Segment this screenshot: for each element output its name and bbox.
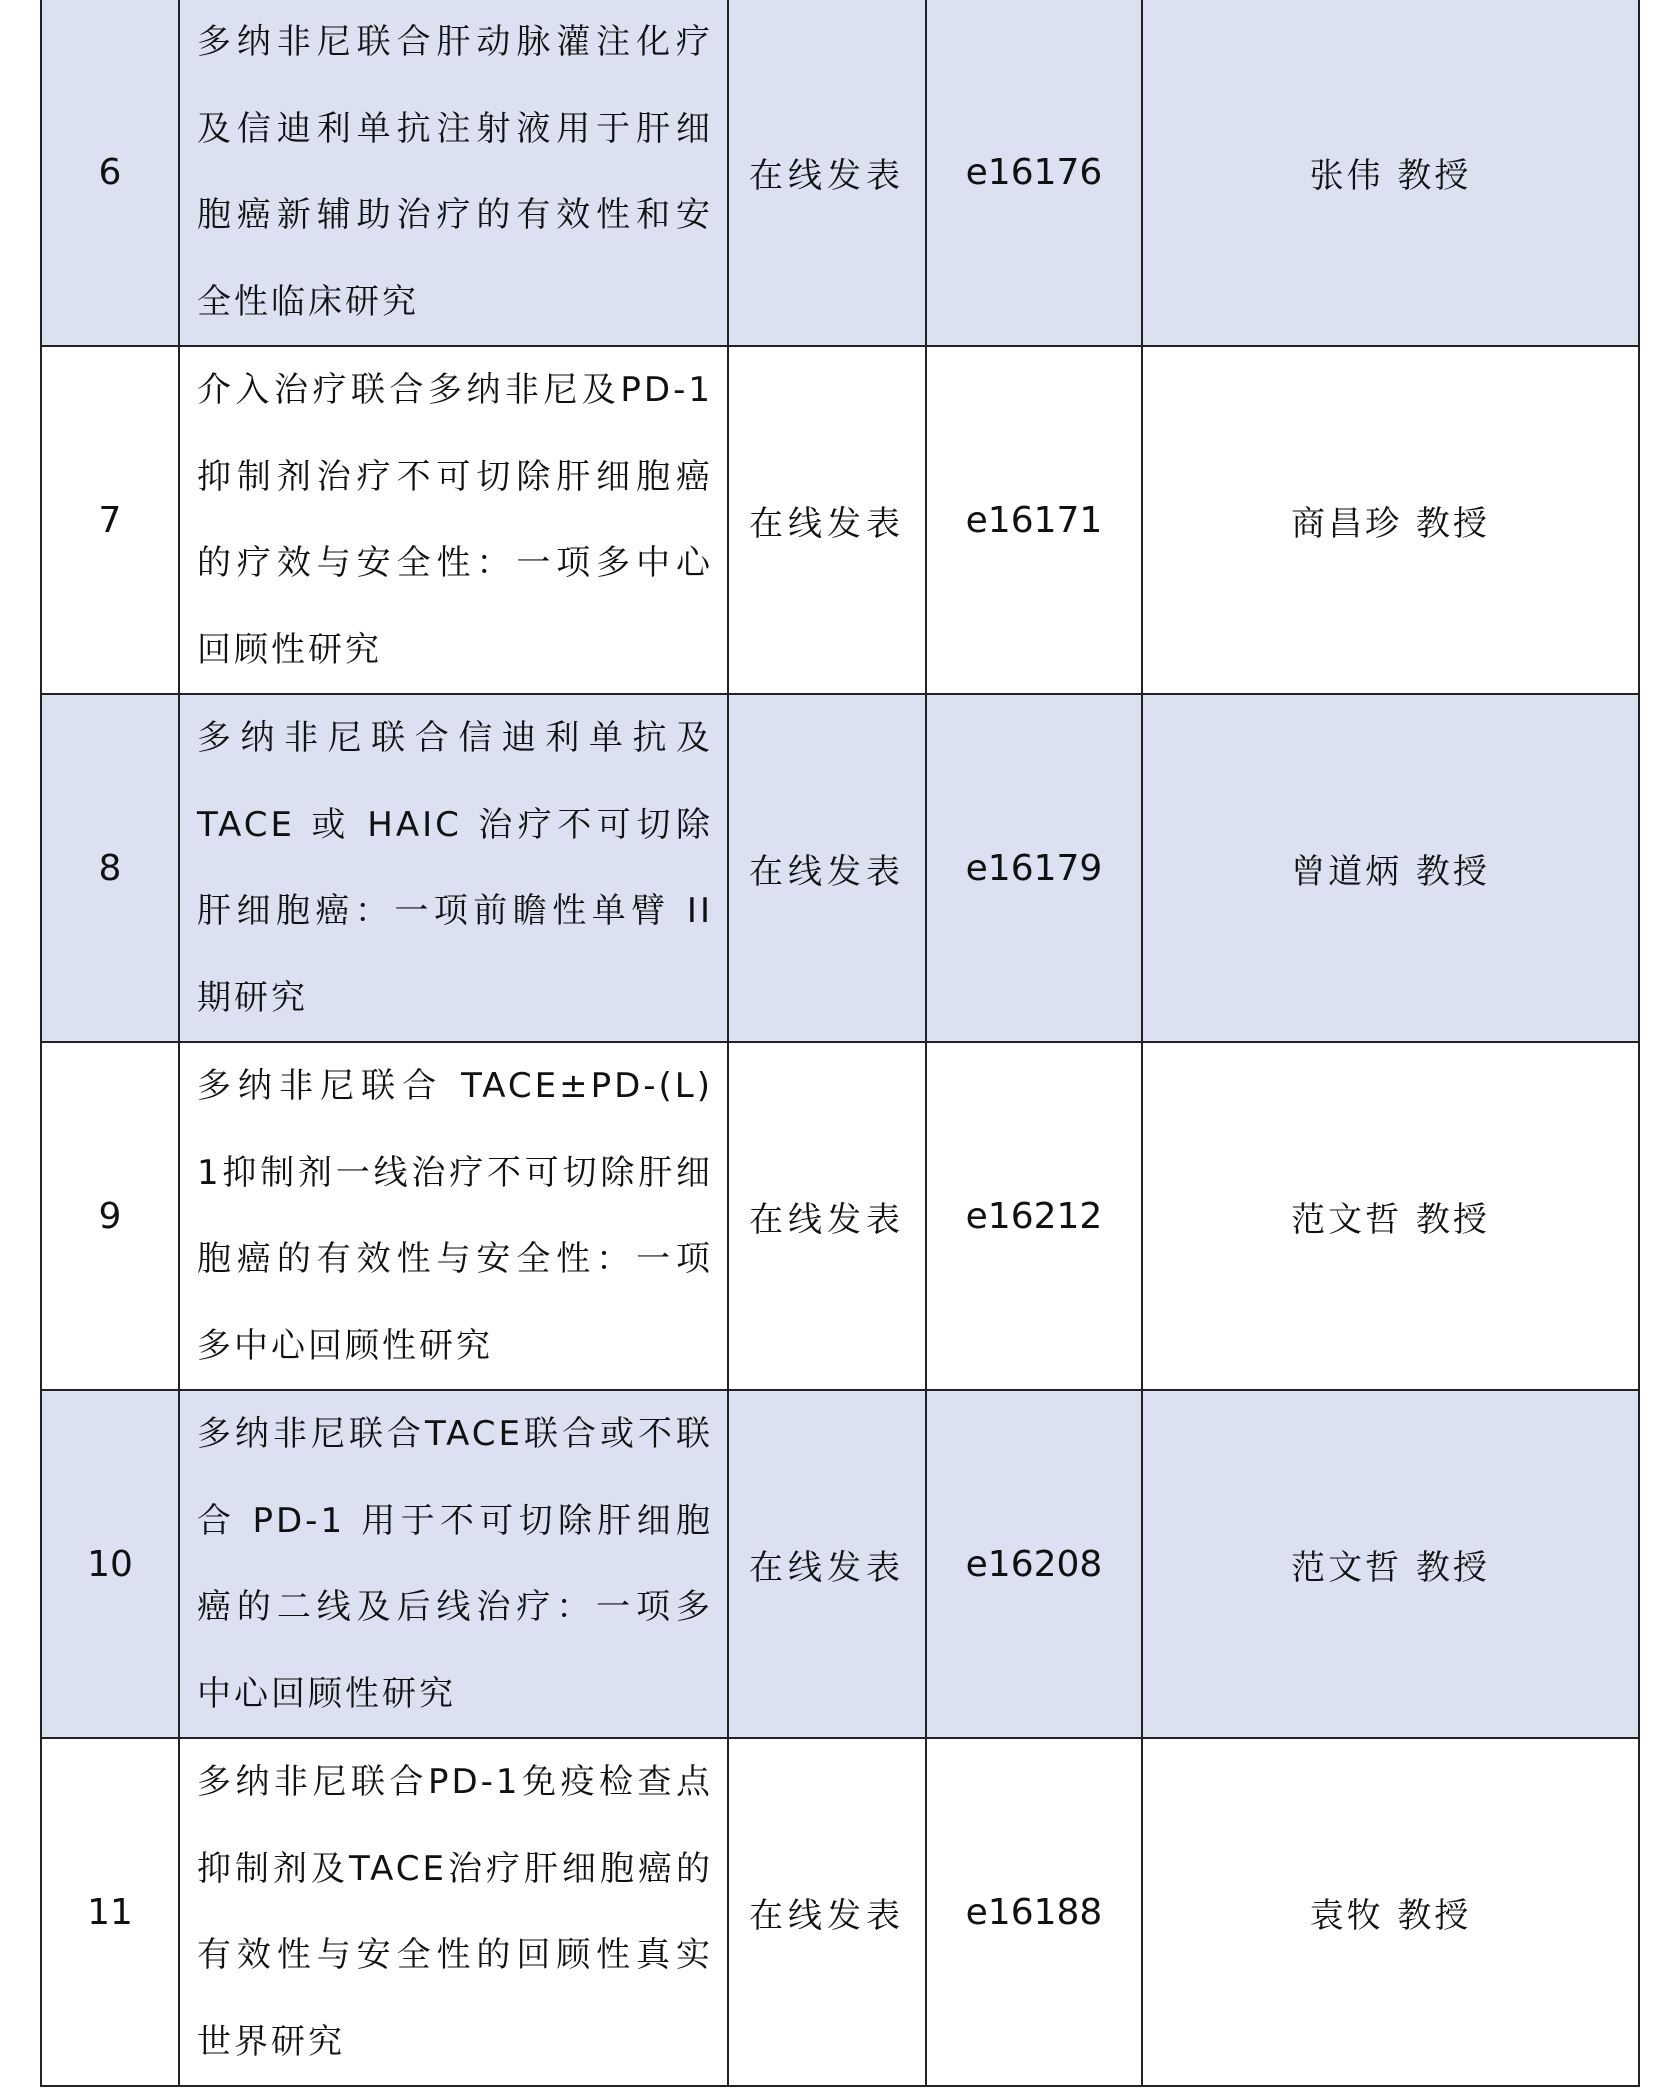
author: 范文哲 教授 (1142, 1042, 1639, 1390)
abstract-number: e16188 (926, 1738, 1142, 2086)
study-title-cell (179, 694, 728, 1042)
row-number: 7 (41, 346, 179, 694)
abstract-number: e16208 (926, 1390, 1142, 1738)
study-title: 多纳非尼联合TACE联合或不联合 PD-1 用于不可切除肝细胞癌的二线及后线治疗：一项多中心回顾性研究 (197, 1414, 713, 1714)
study-title: 多纳非尼联合肝动脉灌注化疗及信迪利单抗注射液用于肝细胞癌新辅助治疗的有效性和安全性临床研究 (197, 22, 713, 322)
study-table (40, 0, 1640, 2087)
abstract-number: e16171 (926, 346, 1142, 694)
publication-status: 在线发表 (728, 346, 926, 694)
study-title: 多纳非尼联合信迪利单抗及TACE 或 HAIC 治疗不可切除肝细胞癌：一项前瞻性单臂 II 期研究 (197, 718, 713, 1018)
publication-status: 在线发表 (728, 1738, 926, 2086)
publication-status: 在线发表 (728, 1390, 926, 1738)
abstract-number: e16212 (926, 1042, 1142, 1390)
table-row (41, 1390, 1639, 1738)
abstract-number: e16176 (926, 0, 1142, 346)
row-number: 11 (41, 1738, 179, 2086)
study-title-cell (179, 346, 728, 694)
table-row (41, 1738, 1639, 2086)
study-title: 多纳非尼联合 TACE±PD-(L) 1抑制剂一线治疗不可切除肝细胞癌的有效性与安全性：一项多中心回顾性研究 (197, 1066, 713, 1366)
table-row (41, 0, 1639, 346)
author: 曾道炳 教授 (1142, 694, 1639, 1042)
publication-status: 在线发表 (728, 1042, 926, 1390)
publication-status: 在线发表 (728, 694, 926, 1042)
study-title-cell (179, 1738, 728, 2086)
table-row (41, 1042, 1639, 1390)
author: 袁牧 教授 (1142, 1738, 1639, 2086)
row-number: 10 (41, 1390, 179, 1738)
author: 范文哲 教授 (1142, 1390, 1639, 1738)
table-row (41, 694, 1639, 1042)
abstract-number: e16179 (926, 694, 1142, 1042)
study-title-cell (179, 0, 728, 346)
publication-status: 在线发表 (728, 0, 926, 346)
table-row (41, 346, 1639, 694)
row-number: 6 (41, 0, 179, 346)
study-title-cell (179, 1390, 728, 1738)
study-title-cell (179, 1042, 728, 1390)
study-title: 多纳非尼联合PD-1免疫检查点抑制剂及TACE治疗肝细胞癌的有效性与安全性的回顾性真实世界研究 (197, 1762, 713, 2062)
author: 商昌珍 教授 (1142, 346, 1639, 694)
row-number: 8 (41, 694, 179, 1042)
row-number: 9 (41, 1042, 179, 1390)
author: 张伟 教授 (1142, 0, 1639, 346)
study-title: 介入治疗联合多纳非尼及PD-1 抑制剂治疗不可切除肝细胞癌的疗效与安全性：一项多中心回顾性研究 (197, 370, 713, 670)
